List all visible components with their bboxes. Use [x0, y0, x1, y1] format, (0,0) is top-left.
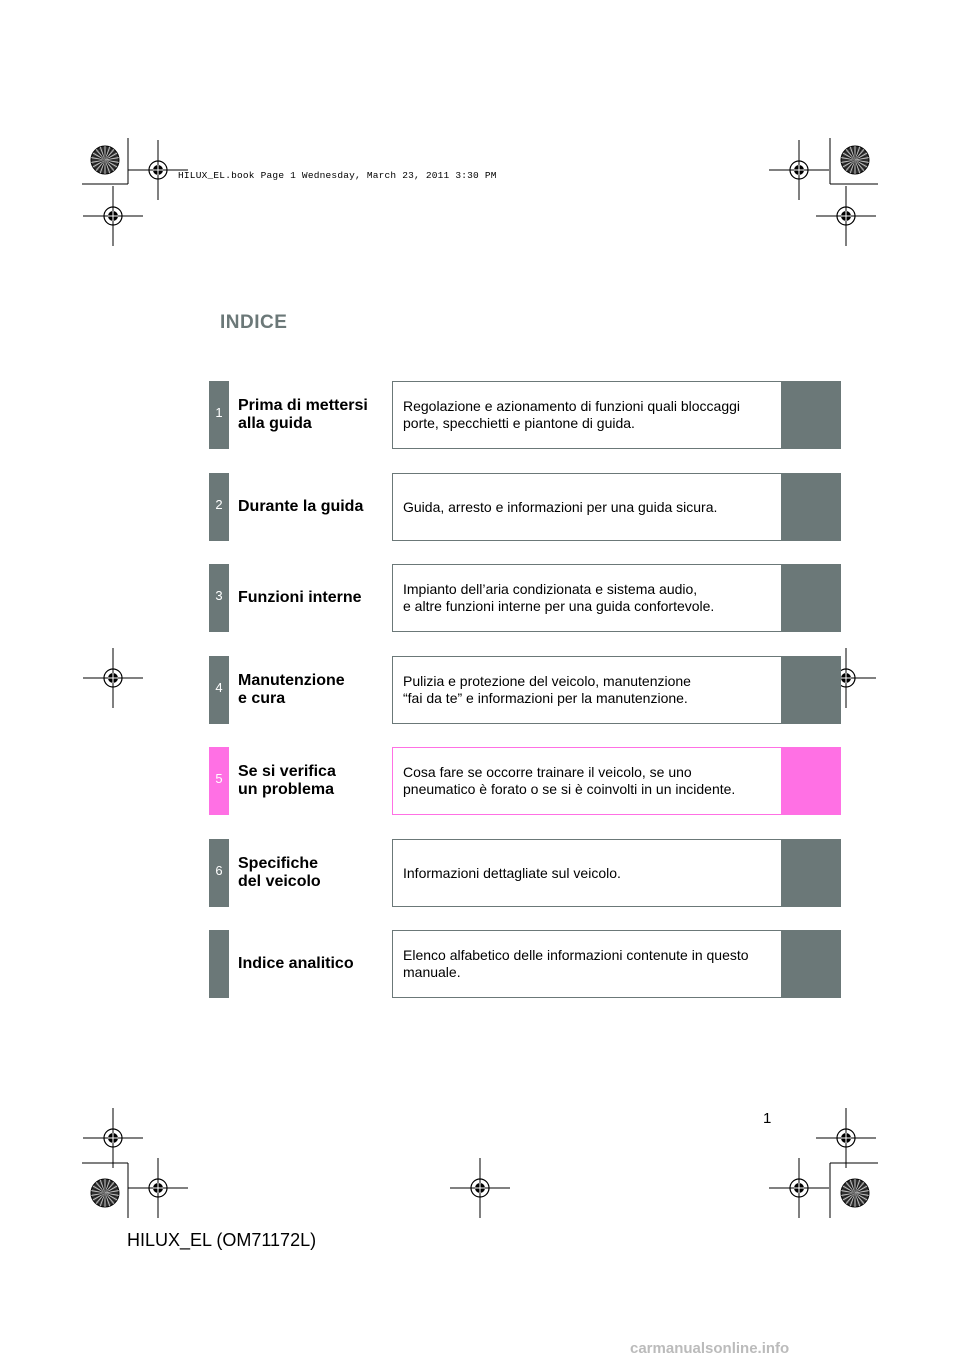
page-number: 1: [763, 1110, 772, 1127]
section-number: 3: [209, 564, 229, 632]
section-title[interactable]: Specifiche del veicolo: [238, 855, 321, 890]
section-description: Informazioni dettagliate sul veicolo.: [392, 839, 782, 907]
section-number: 1: [209, 381, 229, 449]
section-description: Impianto dell’aria condizionata e sistema audio, e altre funzioni interne per una guida confortevole.: [392, 564, 782, 632]
section-title[interactable]: Indice analitico: [238, 955, 354, 972]
toc-row-2[interactable]: [209, 473, 841, 541]
toc-row-5[interactable]: [209, 747, 841, 815]
section-tab[interactable]: [782, 473, 841, 541]
section-tab[interactable]: [782, 747, 841, 815]
section-tab[interactable]: [782, 381, 841, 449]
section-tab[interactable]: [782, 839, 841, 907]
section-number: 2: [209, 473, 229, 541]
section-description: Elenco alfabetico delle informazioni contenute in questo manuale.: [392, 930, 782, 998]
file-stamp: HILUX_EL.book Page 1 Wednesday, March 23, 2011 3:30 PM: [178, 170, 497, 181]
section-tab[interactable]: [782, 930, 841, 998]
section-number: 5: [209, 747, 229, 815]
section-description: Pulizia e protezione del veicolo, manutenzione “fai da te” e informazioni per la manutenzione.: [392, 656, 782, 724]
page-title: INDICE: [220, 312, 288, 333]
section-title[interactable]: Funzioni interne: [238, 589, 362, 606]
watermark: carmanualsonline.info: [630, 1340, 790, 1357]
model-code: HILUX_EL (OM71172L): [127, 1230, 317, 1250]
section-number: 6: [209, 839, 229, 907]
section-tab[interactable]: [782, 656, 841, 724]
toc-row-6[interactable]: [209, 839, 841, 907]
section-title[interactable]: Manutenzione e cura: [238, 672, 345, 707]
toc-row-3[interactable]: [209, 564, 841, 632]
toc-row-4[interactable]: [209, 656, 841, 724]
section-description: Cosa fare se occorre trainare il veicolo, se uno pneumatico è forato o se si è coinvolti in un incidente.: [392, 747, 782, 815]
section-description: Guida, arresto e informazioni per una guida sicura.: [392, 473, 782, 541]
section-title[interactable]: Prima di mettersi alla guida: [238, 397, 368, 432]
toc-row-1[interactable]: [209, 381, 841, 449]
section-title[interactable]: Se si verifica un problema: [238, 763, 336, 798]
section-number: 4: [209, 656, 229, 724]
section-number: [209, 930, 229, 998]
section-description: Regolazione e azionamento di funzioni quali bloccaggi porte, specchietti e piantone di guida.: [392, 381, 782, 449]
section-tab[interactable]: [782, 564, 841, 632]
toc-row-index[interactable]: [209, 930, 841, 998]
section-title[interactable]: Durante la guida: [238, 498, 364, 515]
